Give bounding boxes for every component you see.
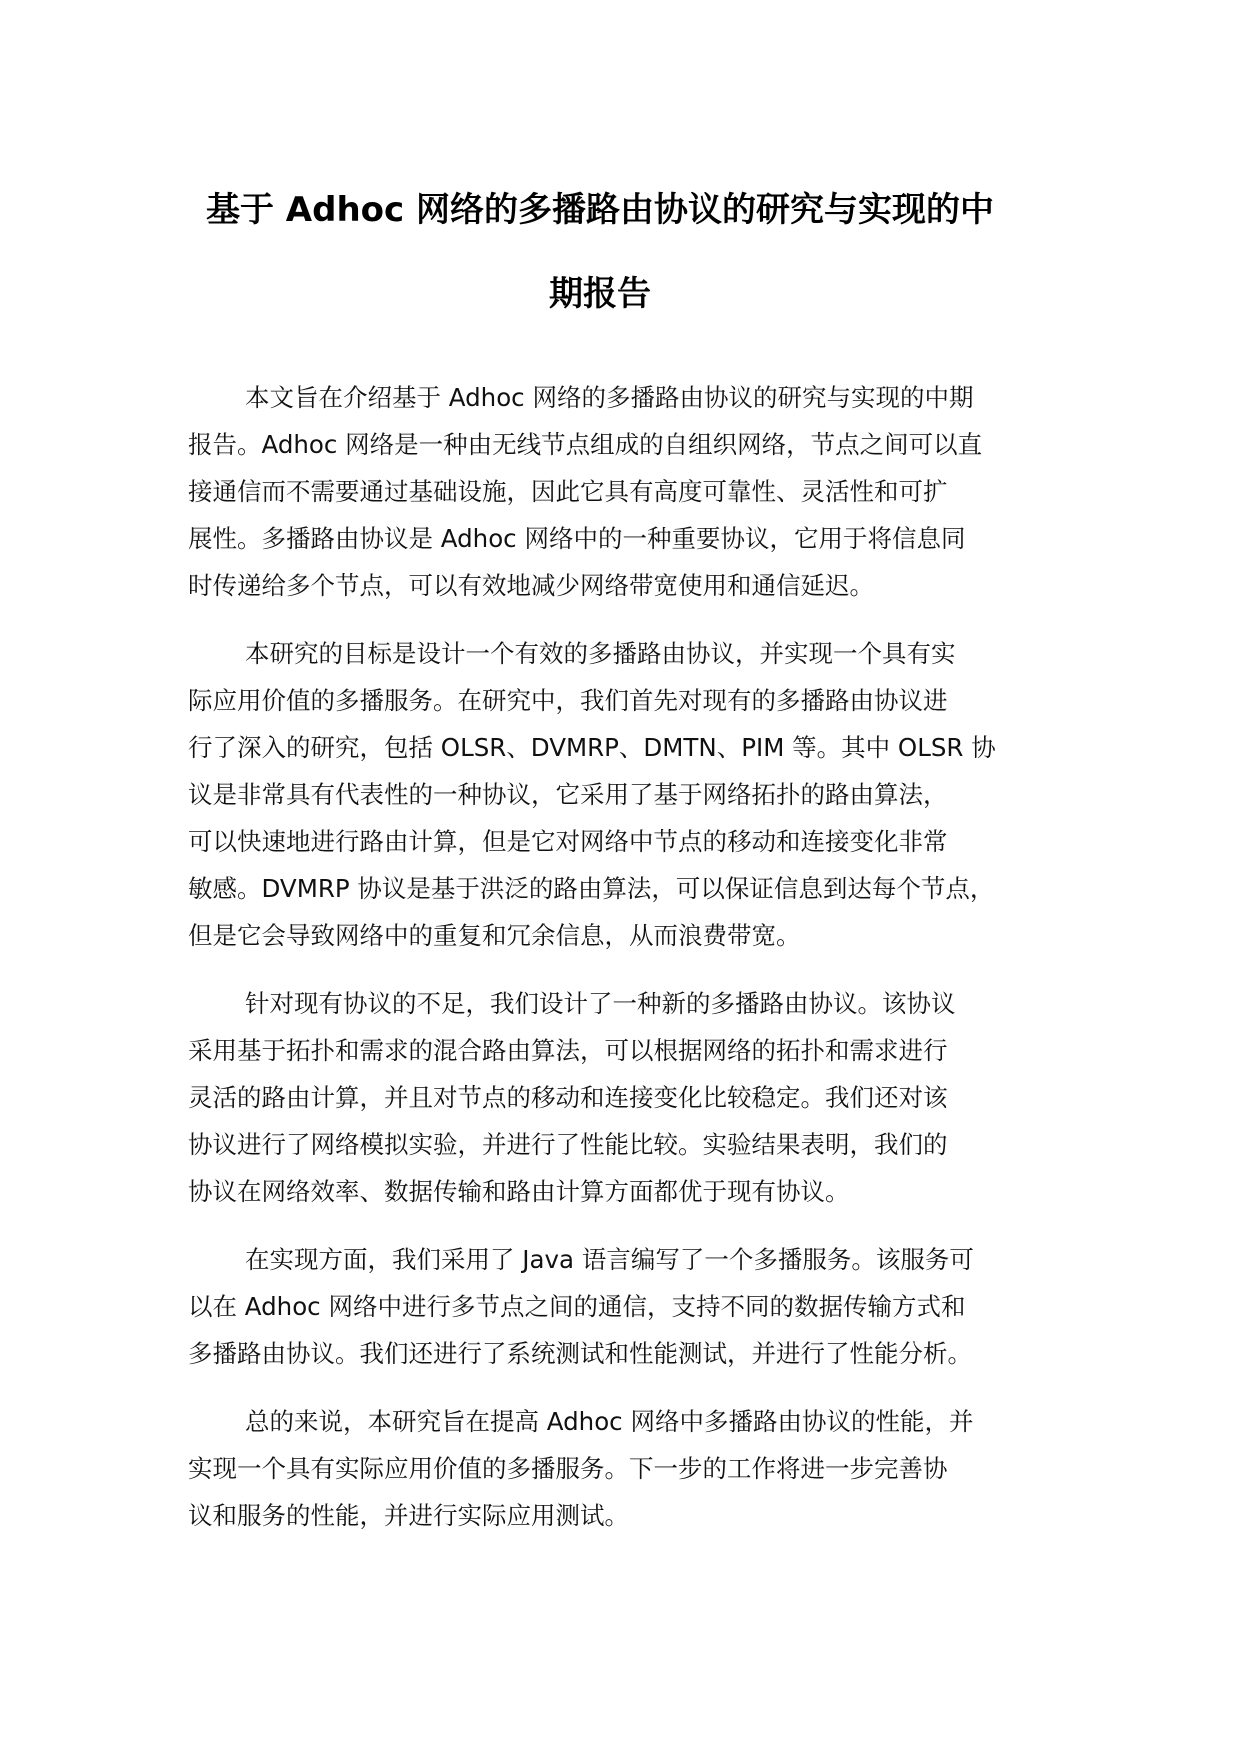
paragraph-line: 本研究的目标是设计一个有效的多播路由协议，并实现一个具有实	[245, 639, 956, 668]
paragraph-line: 实现一个具有实际应用价值的多播服务。下一步的工作将进一步完善协	[188, 1454, 948, 1483]
paragraph-line: 时传递给多个节点，可以有效地减少网络带宽使用和通信延迟。	[188, 571, 874, 600]
paragraph-line: 可以快速地进行路由计算，但是它对网络中节点的移动和连接变化非常	[188, 827, 948, 856]
paragraph-line: 展性。多播路由协议是 Adhoc 网络中的一种重要协议，它用于将信息同	[188, 524, 966, 553]
paragraph-5	[188, 1398, 1088, 1539]
paragraph-line: 但是它会导致网络中的重复和冗余信息，从而浪费带宽。	[188, 921, 801, 950]
paragraph-line: 议是非常具有代表性的一种协议，它采用了基于网络拓扑的路由算法，	[188, 780, 948, 809]
paragraph-line: 协议在网络效率、数据传输和路由计算方面都优于现有协议。	[188, 1177, 850, 1206]
paragraph-line: 际应用价值的多播服务。在研究中，我们首先对现有的多播路由协议进	[188, 686, 948, 715]
paragraph-line: 针对现有协议的不足，我们设计了一种新的多播路由协议。该协议	[245, 989, 956, 1018]
paragraph-line: 多播路由协议。我们还进行了系统测试和性能测试，并进行了性能分析。	[188, 1339, 972, 1368]
paragraph-line: 在实现方面，我们采用了 Java 语言编写了一个多播服务。该服务可	[245, 1245, 974, 1274]
paragraph-line: 采用基于拓扑和需求的混合路由算法，可以根据网络的拓扑和需求进行	[188, 1036, 948, 1065]
paragraph-2	[188, 630, 1088, 959]
paragraph-line: 总的来说，本研究旨在提高 Adhoc 网络中多播路由协议的性能，并	[245, 1407, 974, 1436]
paragraph-3	[188, 980, 1088, 1215]
paragraph-line: 敏感。DVMRP 协议是基于洪泛的路由算法，可以保证信息到达每个节点，	[188, 874, 995, 903]
paragraph-line: 协议进行了网络模拟实验，并进行了性能比较。实验结果表明，我们的	[188, 1130, 948, 1159]
paragraph-1	[188, 374, 1088, 609]
paragraph-4	[188, 1236, 1088, 1377]
paragraph-line: 报告。Adhoc 网络是一种由无线节点组成的自组织网络，节点之间可以直	[188, 430, 983, 459]
paragraph-line: 接通信而不需要通过基础设施，因此它具有高度可靠性、灵活性和可扩	[188, 477, 948, 506]
paragraph-line: 以在 Adhoc 网络中进行多节点之间的通信，支持不同的数据传输方式和	[188, 1292, 966, 1321]
paragraph-line: 本文旨在介绍基于 Adhoc 网络的多播路由协议的研究与实现的中期	[245, 383, 974, 412]
title-line: 基于 Adhoc 网络的多播路由协议的研究与实现的中	[205, 190, 995, 230]
document-title	[150, 168, 1050, 336]
paragraph-line: 行了深入的研究，包括 OLSR、DVMRP、DMTN、PIM 等。其中 OLSR 协	[188, 733, 996, 762]
title-line: 期报告	[549, 274, 651, 314]
paragraph-line: 议和服务的性能，并进行实际应用测试。	[188, 1501, 629, 1530]
paragraph-line: 灵活的路由计算，并且对节点的移动和连接变化比较稳定。我们还对该	[188, 1083, 948, 1112]
document-body	[188, 374, 1088, 1560]
